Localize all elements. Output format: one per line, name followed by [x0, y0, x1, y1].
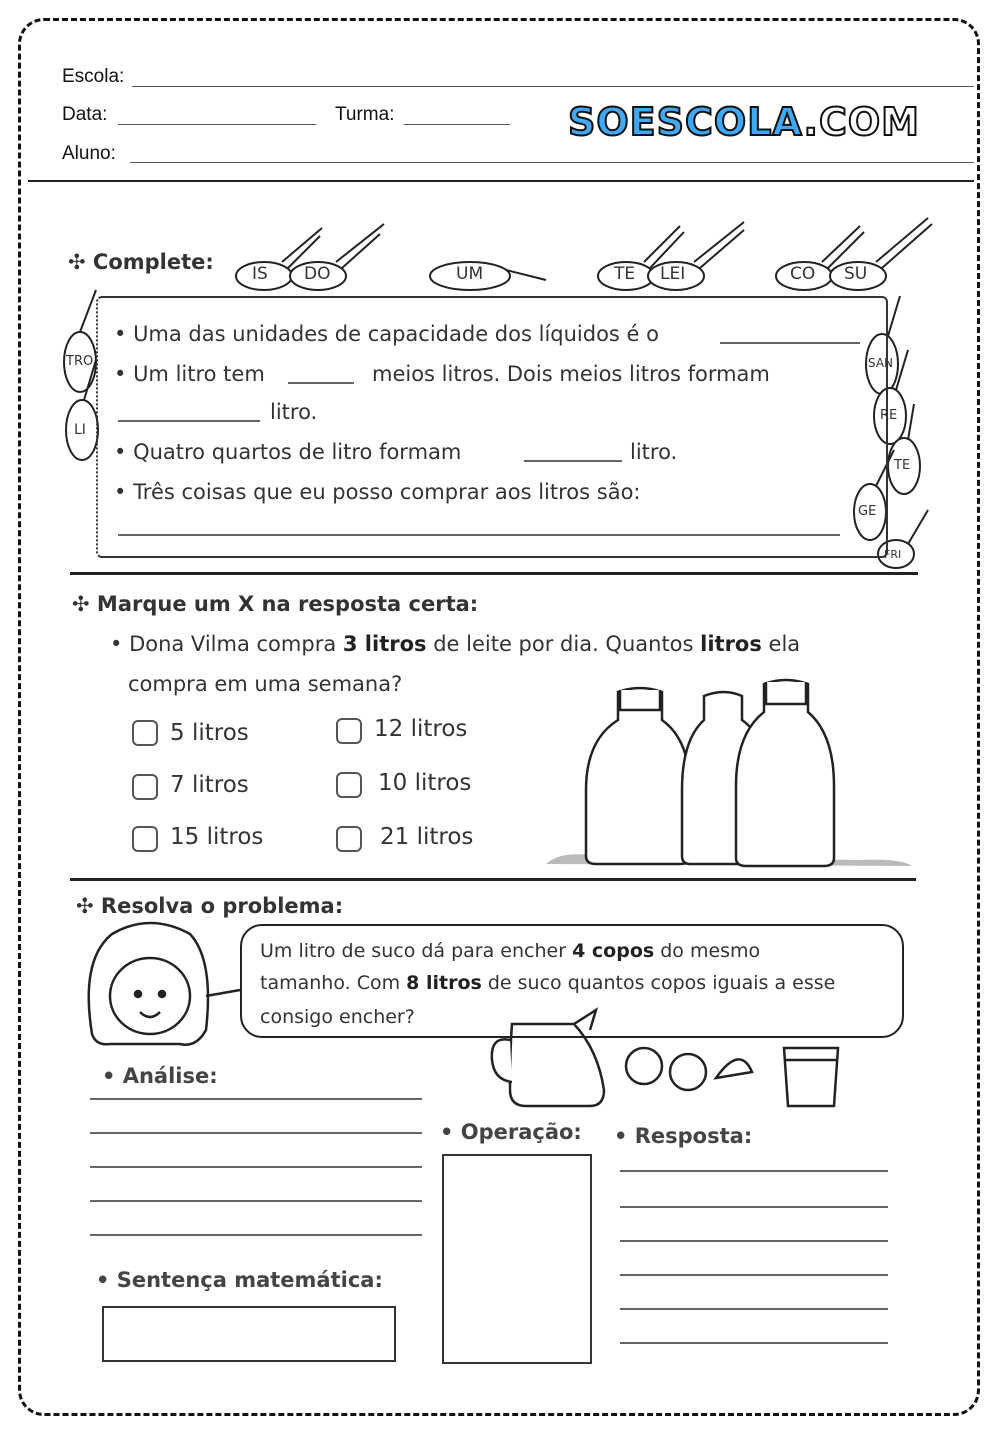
bubble-line-1: Um litro de suco dá para encher 4 copos do mesmo — [260, 940, 761, 962]
syllable-fri: FRI — [884, 548, 902, 561]
syllable-su: SU — [844, 264, 868, 284]
syllable-ge: GE — [858, 504, 877, 519]
speech-bubble — [240, 924, 904, 1038]
complete-line-2b: meios litros. Dois meios litros formam — [372, 362, 770, 386]
syllable-te: TE — [614, 264, 636, 284]
sentenca-label: • Sentença matemática: — [96, 1268, 383, 1292]
analise-line-2[interactable] — [90, 1132, 422, 1134]
logo-main: SOESCOLA — [568, 100, 804, 144]
resposta-line-5[interactable] — [620, 1308, 888, 1310]
bubble-line-3: consigo encher? — [260, 1006, 415, 1028]
option-21-litros: 21 litros — [380, 824, 474, 850]
analise-line-4[interactable] — [90, 1200, 422, 1202]
syllable-te-right: TE — [894, 458, 911, 473]
syllable-re: RE — [880, 408, 898, 423]
analise-line-3[interactable] — [90, 1166, 422, 1168]
complete-line-1: • Uma das unidades de capacidade dos líquidos é o — [114, 322, 659, 346]
bubble-line-2: tamanho. Com 8 litros de suco quantos copos iguais a esse — [260, 972, 836, 994]
logo-suffix: .COM — [803, 100, 920, 144]
data-label: Data: — [62, 104, 108, 125]
syllable-is: IS — [252, 264, 268, 284]
option-7-litros: 7 litros — [170, 772, 249, 798]
complete-line-4a: • Quatro quartos de litro formam — [114, 440, 462, 464]
resposta-label: • Resposta: — [614, 1124, 753, 1148]
marque-question-line-2: compra em uma semana? — [128, 672, 403, 696]
syllable-san: SAN — [868, 356, 894, 370]
complete-line-5: • Três coisas que eu posso comprar aos litros são: — [114, 480, 641, 504]
complete-line-3: litro. — [270, 400, 318, 424]
resposta-line-3[interactable] — [620, 1240, 888, 1242]
marque-question-line-1: • Dona Vilma compra 3 litros de leite por dia. Quantos litros ela — [110, 632, 801, 656]
analise-line-5[interactable] — [90, 1234, 422, 1236]
oranges — [626, 1048, 752, 1090]
syllable-li: LI — [74, 422, 86, 438]
escola-label: Escola: — [62, 66, 125, 87]
option-10-litros: 10 litros — [378, 770, 472, 796]
girl-face — [89, 923, 240, 1045]
complete-line-2a: • Um litro tem — [114, 362, 265, 386]
syllable-do: DO — [304, 264, 331, 284]
complete-title: ✣ Complete: — [68, 250, 214, 274]
sentenca-box[interactable] — [102, 1306, 396, 1362]
resposta-line-1[interactable] — [620, 1170, 888, 1172]
operacao-label: • Operação: — [440, 1120, 582, 1144]
operacao-box[interactable] — [442, 1154, 592, 1364]
resposta-line-2[interactable] — [620, 1206, 888, 1208]
turma-label: Turma: — [335, 104, 395, 125]
resposta-line-4[interactable] — [620, 1274, 888, 1276]
option-5-litros: 5 litros — [170, 720, 249, 746]
analise-label: • Análise: — [102, 1064, 218, 1088]
syllable-lei: LEI — [660, 264, 686, 284]
syllable-co: CO — [790, 264, 816, 284]
juice-glass — [784, 1048, 838, 1106]
marque-title: ✣ Marque um X na resposta certa: — [72, 592, 479, 616]
syllable-tro: TRO — [66, 354, 94, 369]
option-12-litros: 12 litros — [374, 716, 468, 742]
syllable-um: UM — [456, 264, 484, 284]
complete-line-4b: litro. — [630, 440, 678, 464]
resolva-title: ✣ Resolva o problema: — [76, 894, 344, 918]
analise-line-1[interactable] — [90, 1098, 422, 1100]
aluno-label: Aluno: — [62, 143, 116, 164]
resposta-line-6[interactable] — [620, 1342, 888, 1344]
option-15-litros: 15 litros — [170, 824, 264, 850]
